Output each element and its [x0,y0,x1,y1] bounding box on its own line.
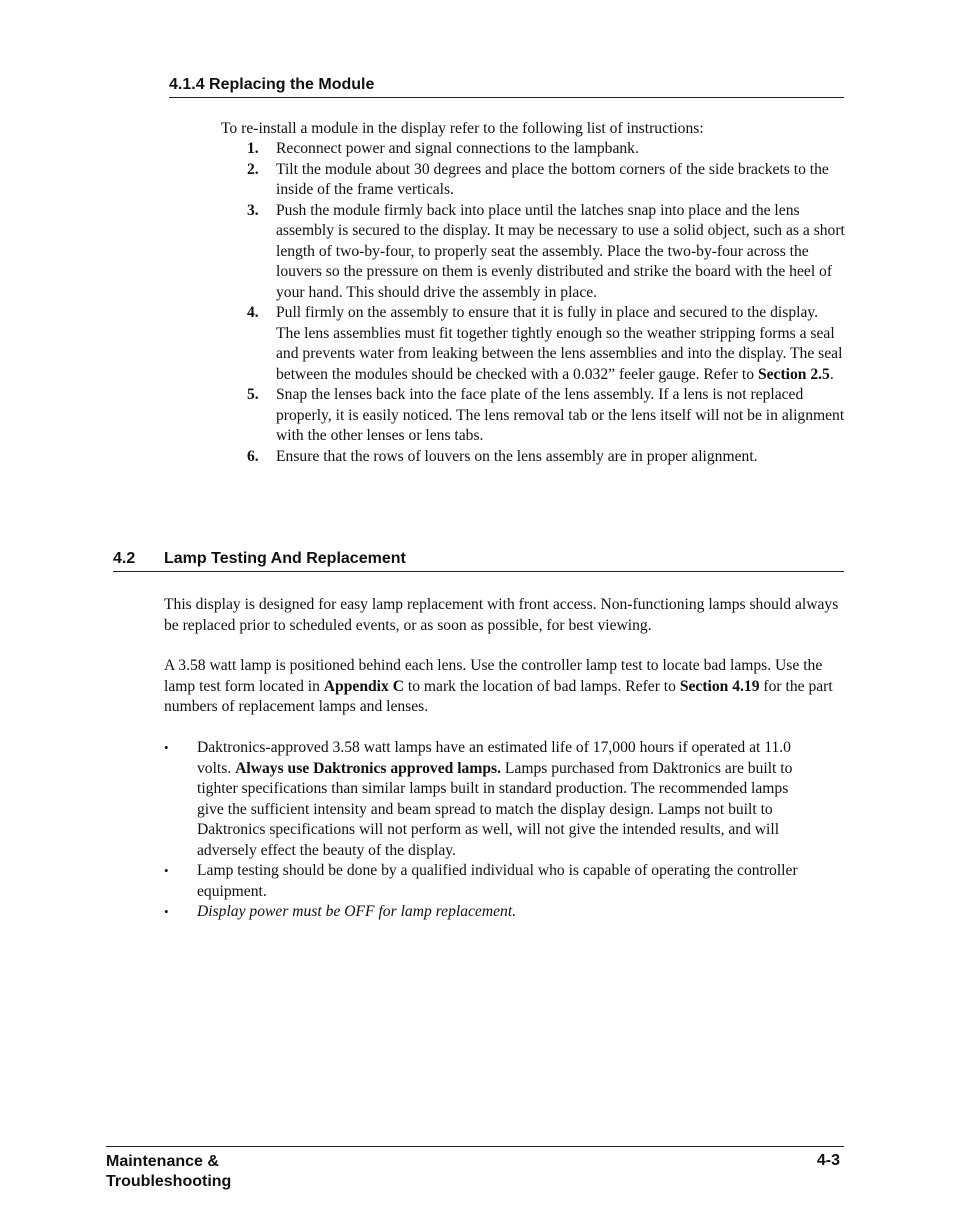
paragraph: A 3.58 watt lamp is positioned behind each lens. Use the controller lamp test to locate bad lamps. Use the lamp test form located in Appendix C to mark the location of bad lamps. Refer to Section 4.19 for the part numbers of replacement lamps and lenses. [164,657,833,715]
list-item: • Display power must be OFF for lamp replacement. [164,902,809,923]
list-item: • Lamp testing should be done by a qualified individual who is capable of operating the controller equipment. [164,862,798,900]
section-reference: Section 4.19 [679,677,760,695]
bullet-icon: • [164,863,169,878]
list-item: 1. Reconnect power and signal connections to the lampbank. [247,140,639,157]
page-number: 4-3 [816,1152,840,1169]
section-reference: Section 2.5 [757,365,830,383]
instruction-list [221,139,845,467]
footer-chapter-title: Maintenance & Troubleshooting [106,1153,232,1190]
appendix-reference: Appendix C [323,677,404,695]
list-item: 2. Tilt the module about 30 degrees and place the bottom corners of the side brackets to the inside of the frame verticals. [247,160,829,198]
list-item: 3. Push the module firmly back into place until the latches snap into place and the lens assembly is secured to the display. It may be necessary to use a solid object, such as a short length of two-by-four, to properly seat the assembly. Place the two-by-four across the louvers so the pressure on them is evenly distributed and strike the board with the heel of your hand. This should drive the assembly in place. [247,201,845,301]
bullet-icon: • [164,740,169,755]
list-item: 4. Pull firmly on the assembly to ensure that it is fully in place and secured to the display. The lens assemblies must fit together tightly enough so the weather stripping forms a seal and prevents water from leaking between the lens assemblies and into the display. The seal between the modules should be checked with a 0.032” feeler gauge. Refer to Section 2.5. [247,304,843,383]
list-item: • Daktronics-approved 3.58 watt lamps have an estimated life of 17,000 hours if operated at 11.0 volts. Always use Daktronics approved lamps. Lamps purchased from Daktronics are built to tighter specifications than similar lamps built in standard production. The recommended lamps give the sufficient intensity and beam spread to match the display design. Lamps not built to Daktronics specifications will not perform as well, will not give the intended results, and will adversely effect the beauty of the display. [164,739,793,859]
paragraph: This display is designed for easy lamp replacement with front access. Non-functioning lamps should always be replaced prior to scheduled events, or as soon as possible, for best viewing. [164,596,839,634]
list-item: 5. Snap the lenses back into the face plate of the lens assembly. If a lens is not replaced properly, it is easily noticed. The lens removal tab or the lens itself will not be in alignment with the other lenses or lens tabs. [247,386,845,444]
list-item: 6. Ensure that the rows of louvers on the lens assembly are in proper alignment. [247,447,758,465]
bullet-icon: • [164,904,169,919]
section-heading-4-2: 4.2 Lamp Testing And Replacement [113,550,844,572]
bullet-list [164,738,809,923]
section-heading-4-1-4: 4.1.4 Replacing the Module [169,76,844,98]
section-intro: To re-install a module in the display refer to the following list of instructions: [221,120,704,137]
page-footer [106,1146,844,1190]
